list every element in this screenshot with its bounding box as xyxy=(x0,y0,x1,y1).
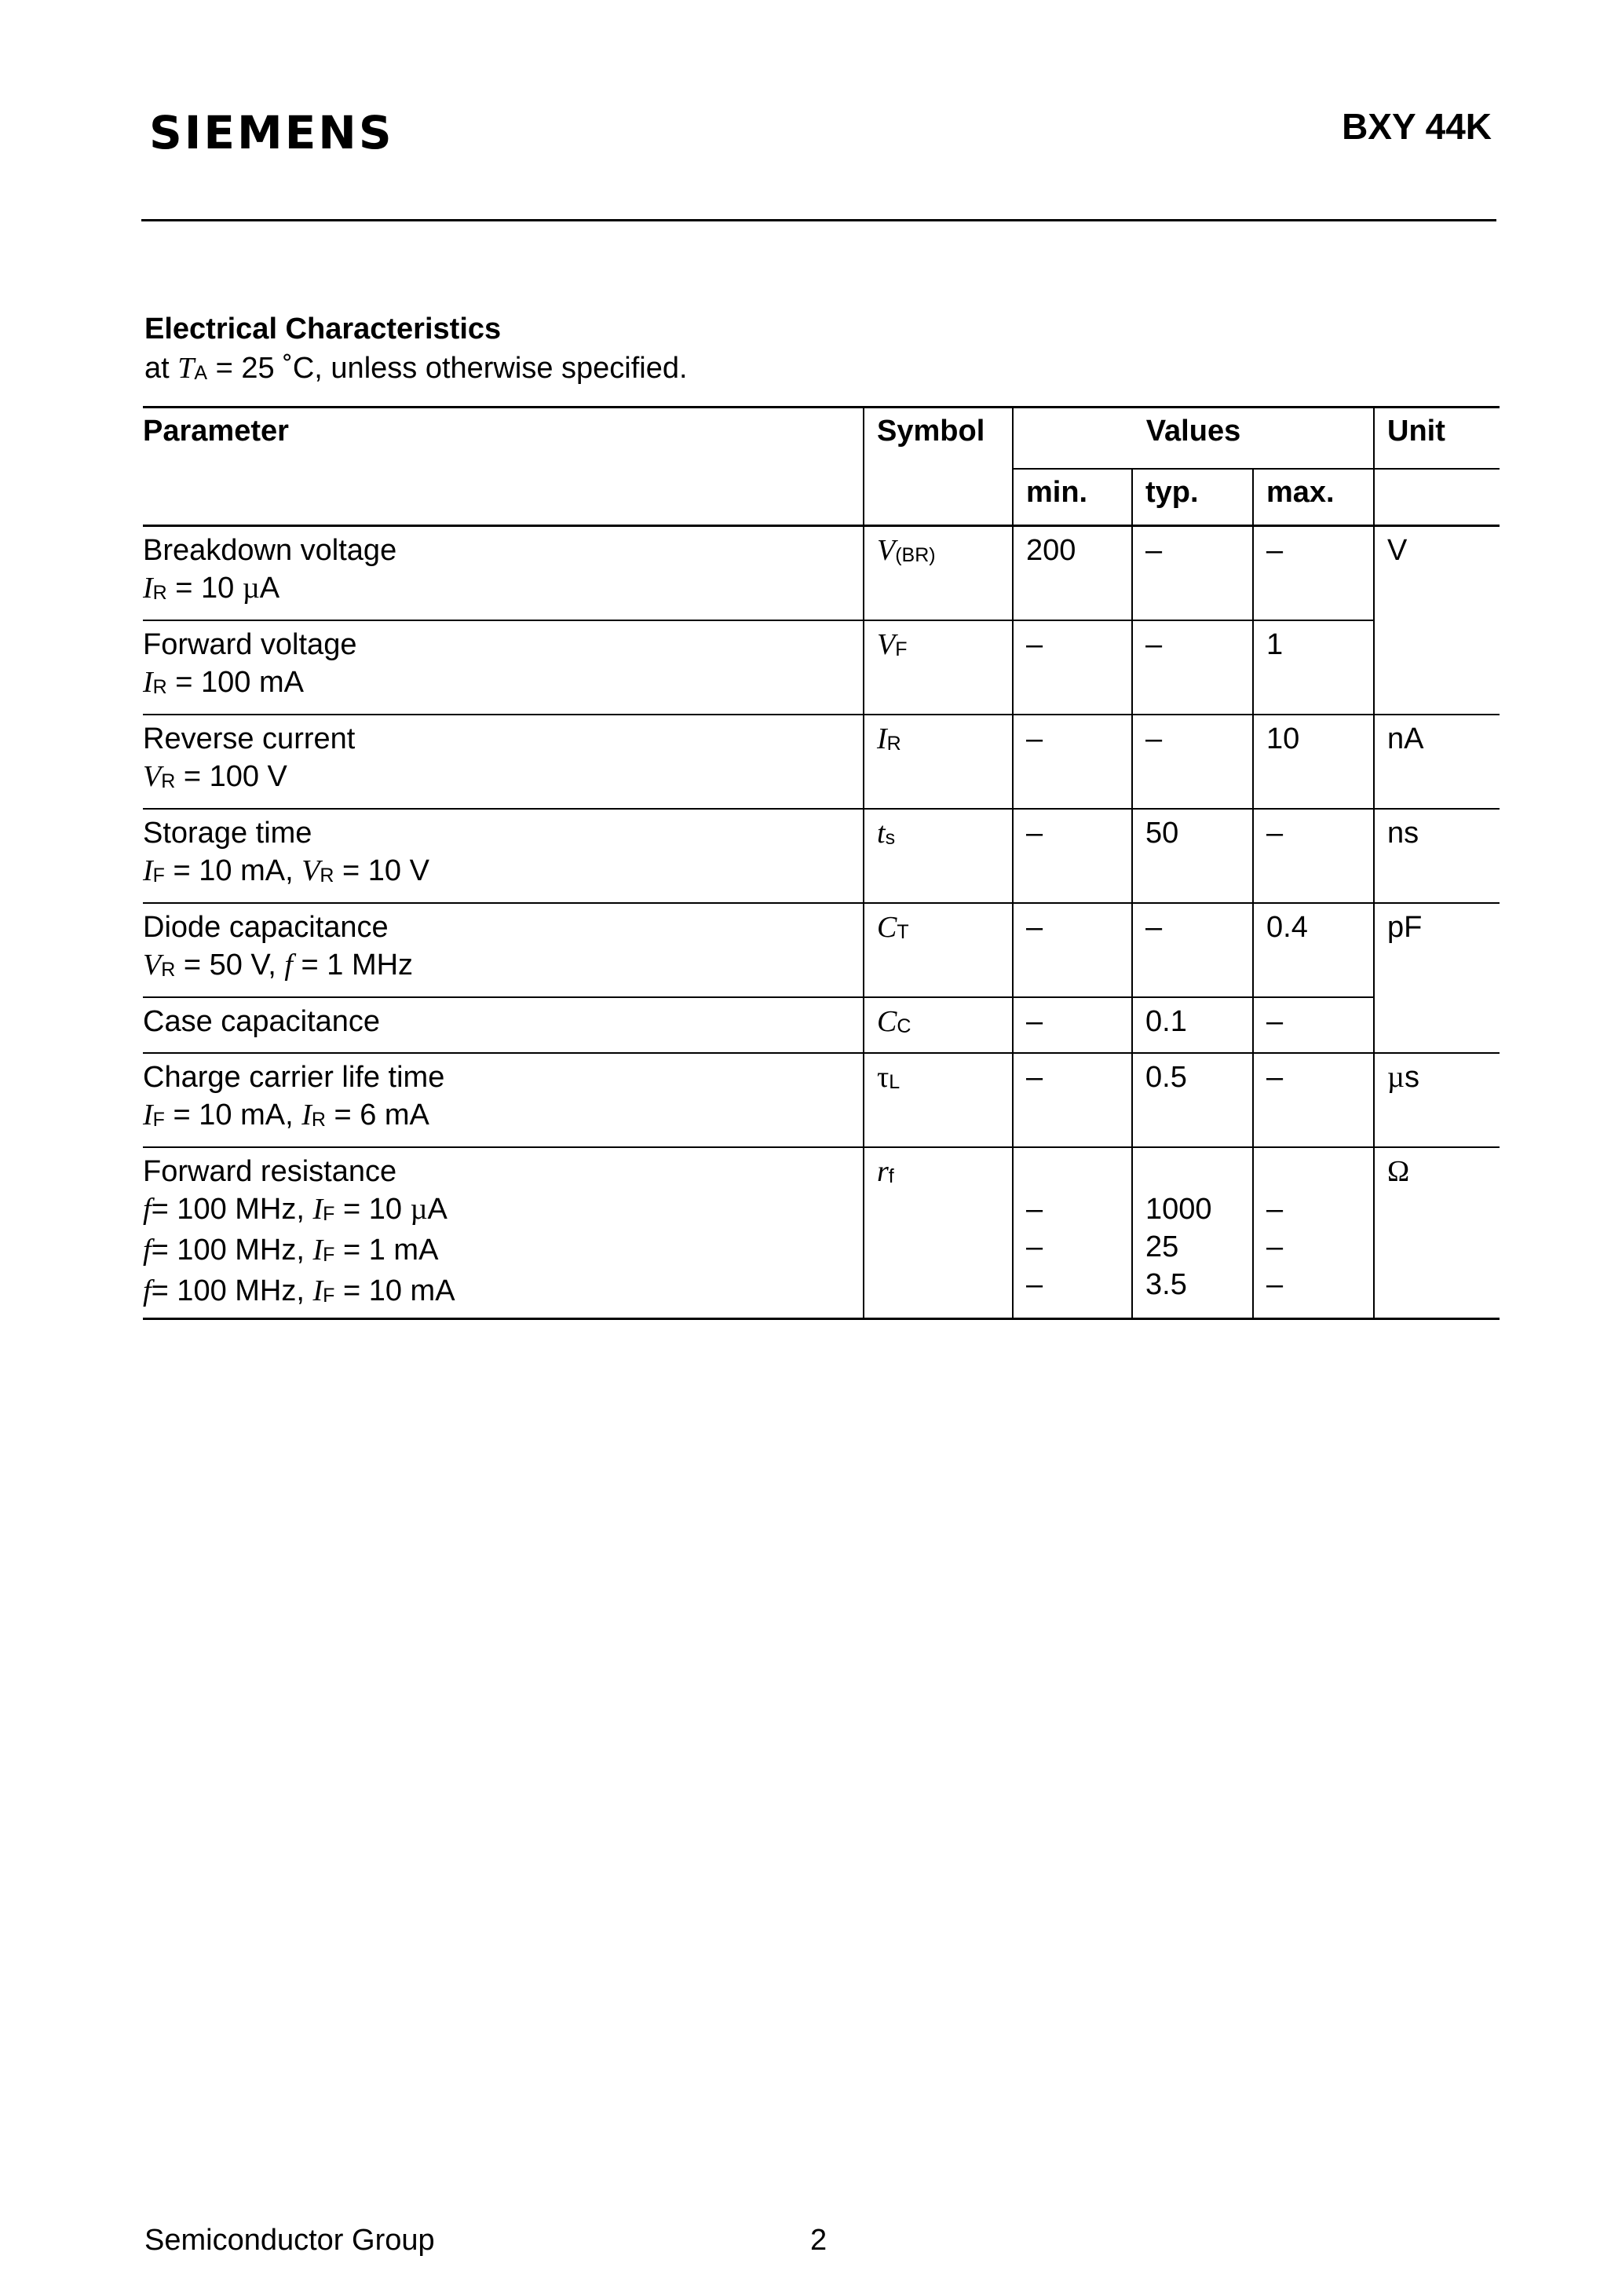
condition-line xyxy=(143,758,863,799)
symbol-subscript: R xyxy=(886,733,901,755)
condition-subscript: R xyxy=(320,865,334,887)
symbol-letter: V xyxy=(877,534,896,567)
symbol-letter: τ xyxy=(877,1061,890,1094)
footer-page-number: 2 xyxy=(810,2224,827,2257)
condition-subscript: R xyxy=(152,676,167,698)
table-row xyxy=(143,715,1500,809)
header-min: min. xyxy=(1013,469,1132,526)
header-unit: Unit xyxy=(1374,408,1500,470)
micro-sign: µ xyxy=(1387,1061,1405,1094)
condition-line xyxy=(143,946,863,987)
condition-subscript: F xyxy=(323,1285,335,1307)
value-typ: – xyxy=(1132,620,1253,715)
symbol-cell xyxy=(864,1147,1013,1319)
condition-symbol: f xyxy=(143,1193,152,1226)
parameter-cell xyxy=(143,903,864,997)
unit-cell xyxy=(1374,903,1500,1053)
value-spacer xyxy=(1266,1153,1373,1190)
parameter-name: Forward resistance xyxy=(143,1155,397,1188)
condition-text: = 100 MHz, xyxy=(151,1193,313,1226)
value-line: 3.5 xyxy=(1145,1268,1187,1301)
header-typ: typ. xyxy=(1132,469,1253,526)
footer-group: Semiconductor Group xyxy=(144,2224,435,2257)
parameter-name: Charge carrier life time xyxy=(143,1061,445,1094)
parameter-name: Diode capacitance xyxy=(143,911,389,944)
value-min: – xyxy=(1013,903,1132,997)
value-min: – xyxy=(1013,1053,1132,1147)
condition-unit: A xyxy=(259,572,280,605)
value-typ: – xyxy=(1132,715,1253,809)
value-typ: 0.1 xyxy=(1132,997,1253,1053)
condition-line xyxy=(143,569,863,610)
parameter-name: Reverse current xyxy=(143,722,356,755)
condition-text: = 1 MHz xyxy=(292,949,414,982)
condition-text: = 100 V xyxy=(175,760,287,793)
value-typ: 50 xyxy=(1132,809,1253,903)
parameter-cell xyxy=(143,1053,864,1147)
condition-symbol: I xyxy=(312,1234,323,1267)
value-min: – xyxy=(1013,620,1132,715)
condition-symbol: f xyxy=(284,949,293,982)
value-max: 1 xyxy=(1253,620,1374,715)
section-condition: at TA = 25 ˚C, unless otherwise specified. xyxy=(144,352,688,385)
condition-symbol: I xyxy=(143,666,153,699)
value-line: – xyxy=(1266,1193,1284,1226)
condition-line xyxy=(143,1096,863,1137)
value-min: – xyxy=(1013,715,1132,809)
parameter-cell xyxy=(143,620,864,715)
parameter-name: Storage time xyxy=(143,817,312,850)
condition-text: = 1 mA xyxy=(334,1234,439,1267)
parameter-cell xyxy=(143,997,864,1053)
condition-subscript: R xyxy=(152,582,167,604)
symbol-subscript: C xyxy=(897,1015,911,1037)
value-min: 200 xyxy=(1013,526,1132,621)
condition-text: = 10 xyxy=(166,572,243,605)
section-heading xyxy=(144,309,688,391)
value-max: – xyxy=(1253,526,1374,621)
value-line: – xyxy=(1026,1193,1043,1226)
symbol-subscript: s xyxy=(885,827,896,849)
value-typ: – xyxy=(1132,526,1253,621)
symbol-letter: r xyxy=(877,1155,889,1188)
condition-text: = 6 mA xyxy=(325,1099,429,1132)
unit-text: s xyxy=(1404,1061,1419,1094)
symbol-cell xyxy=(864,526,1013,621)
condition-subscript: R xyxy=(161,959,176,981)
condition-subscript: F xyxy=(323,1244,335,1266)
value-line: – xyxy=(1266,1230,1284,1263)
header-symbol: Symbol xyxy=(864,408,1013,526)
condition-symbol: f xyxy=(143,1274,152,1307)
symbol-letter: I xyxy=(877,722,887,755)
header-values: Values xyxy=(1013,408,1374,470)
value-max: 10 xyxy=(1253,715,1374,809)
micro-sign: µ xyxy=(242,572,260,605)
symbol-cell xyxy=(864,903,1013,997)
symbol-cell xyxy=(864,1053,1013,1147)
value-typ xyxy=(1132,1147,1253,1319)
value-spacer xyxy=(1145,1153,1252,1190)
condition-symbol: f xyxy=(143,1234,152,1267)
value-line: – xyxy=(1026,1230,1043,1263)
table-row xyxy=(143,997,1500,1053)
unit-cell xyxy=(1374,1147,1500,1319)
unit-text: ns xyxy=(1387,817,1419,850)
condition-line xyxy=(143,852,863,893)
unit-text: pF xyxy=(1387,911,1423,944)
value-line: 1000 xyxy=(1145,1193,1212,1226)
header-parameter: Parameter xyxy=(143,408,864,526)
brand-logo: SIEMENS xyxy=(149,106,394,159)
condition-text: = 10 mA, xyxy=(164,854,302,887)
table-row xyxy=(143,1147,1500,1319)
unit-text: Ω xyxy=(1387,1155,1410,1188)
symbol-subscript: T xyxy=(897,921,909,943)
condition-subscript: F xyxy=(323,1203,335,1225)
condition-line xyxy=(143,1231,863,1272)
symbol-letter: t xyxy=(877,817,886,850)
condition-subscript: R xyxy=(311,1109,326,1131)
part-number: BXY 44K xyxy=(1342,106,1492,147)
condition-subscript: R xyxy=(161,770,176,792)
condition-symbol: V xyxy=(143,949,162,982)
table-row xyxy=(143,526,1500,621)
value-line: – xyxy=(1266,1268,1284,1301)
value-line: – xyxy=(1026,1268,1043,1301)
condition-text: = 10 xyxy=(334,1193,411,1226)
condition-unit: A xyxy=(427,1193,448,1226)
symbol-subscript: f xyxy=(888,1165,894,1187)
condition-line xyxy=(143,1190,863,1231)
condition-symbol: I xyxy=(312,1193,323,1226)
symbol-subscript: (BR) xyxy=(895,544,936,566)
table-row xyxy=(143,903,1500,997)
parameter-name: Breakdown voltage xyxy=(143,534,397,567)
table-row xyxy=(143,620,1500,715)
header-unit-sub xyxy=(1374,469,1500,526)
value-min: – xyxy=(1013,997,1132,1053)
condition-text: = 50 V, xyxy=(175,949,285,982)
condition-symbol: V xyxy=(301,854,320,887)
symbol-subscript: F xyxy=(895,638,908,660)
condition-symbol: I xyxy=(143,572,153,605)
symbol-subscript: L xyxy=(889,1071,901,1093)
unit-cell xyxy=(1374,715,1500,809)
value-max: – xyxy=(1253,997,1374,1053)
symbol-cell xyxy=(864,715,1013,809)
condition-symbol: I xyxy=(143,854,153,887)
condition-text: = 100 mA xyxy=(166,666,304,699)
condition-symbol: I xyxy=(301,1099,312,1132)
section-title: Electrical Characteristics xyxy=(144,313,502,345)
unit-cell xyxy=(1374,1053,1500,1147)
value-typ: – xyxy=(1132,903,1253,997)
condition-symbol: I xyxy=(143,1099,153,1132)
symbol-letter: C xyxy=(877,911,897,944)
condition-line xyxy=(143,1272,863,1313)
value-typ: 0.5 xyxy=(1132,1053,1253,1147)
symbol-letter: C xyxy=(877,1005,897,1038)
unit-text: V xyxy=(1387,534,1408,567)
condition-text: = 100 MHz, xyxy=(151,1234,313,1267)
header-max: max. xyxy=(1253,469,1374,526)
condition-text: = 10 mA, xyxy=(164,1099,302,1132)
table-body xyxy=(143,526,1500,1319)
parameter-cell xyxy=(143,715,864,809)
symbol-cell xyxy=(864,809,1013,903)
micro-sign: µ xyxy=(410,1193,428,1226)
value-min: – xyxy=(1013,809,1132,903)
parameter-cell xyxy=(143,526,864,621)
parameter-cell xyxy=(143,1147,864,1319)
value-max: – xyxy=(1253,1053,1374,1147)
symbol-cell xyxy=(864,620,1013,715)
parameter-name: Case capacitance xyxy=(143,1005,381,1038)
value-max: – xyxy=(1253,809,1374,903)
condition-subscript: F xyxy=(152,865,165,887)
parameter-name: Forward voltage xyxy=(143,628,357,661)
table-row xyxy=(143,1053,1500,1147)
condition-symbol: V xyxy=(143,760,162,793)
header-divider xyxy=(141,219,1496,221)
symbol-letter: V xyxy=(877,628,896,661)
condition-text: = 100 MHz, xyxy=(151,1274,313,1307)
value-max xyxy=(1253,1147,1374,1319)
condition-subscript: F xyxy=(152,1109,165,1131)
condition-text: = 10 mA xyxy=(334,1274,455,1307)
value-spacer xyxy=(1026,1153,1131,1190)
value-max: 0.4 xyxy=(1253,903,1374,997)
condition-symbol: I xyxy=(312,1274,323,1307)
electrical-characteristics-table xyxy=(143,406,1500,1320)
parameter-cell xyxy=(143,809,864,903)
value-min xyxy=(1013,1147,1132,1319)
symbol-cell xyxy=(864,997,1013,1053)
table-row xyxy=(143,809,1500,903)
unit-text: nA xyxy=(1387,722,1424,755)
unit-cell xyxy=(1374,809,1500,903)
condition-text: = 10 V xyxy=(334,854,429,887)
condition-line xyxy=(143,664,863,704)
value-line: 25 xyxy=(1145,1230,1179,1263)
unit-cell xyxy=(1374,526,1500,715)
